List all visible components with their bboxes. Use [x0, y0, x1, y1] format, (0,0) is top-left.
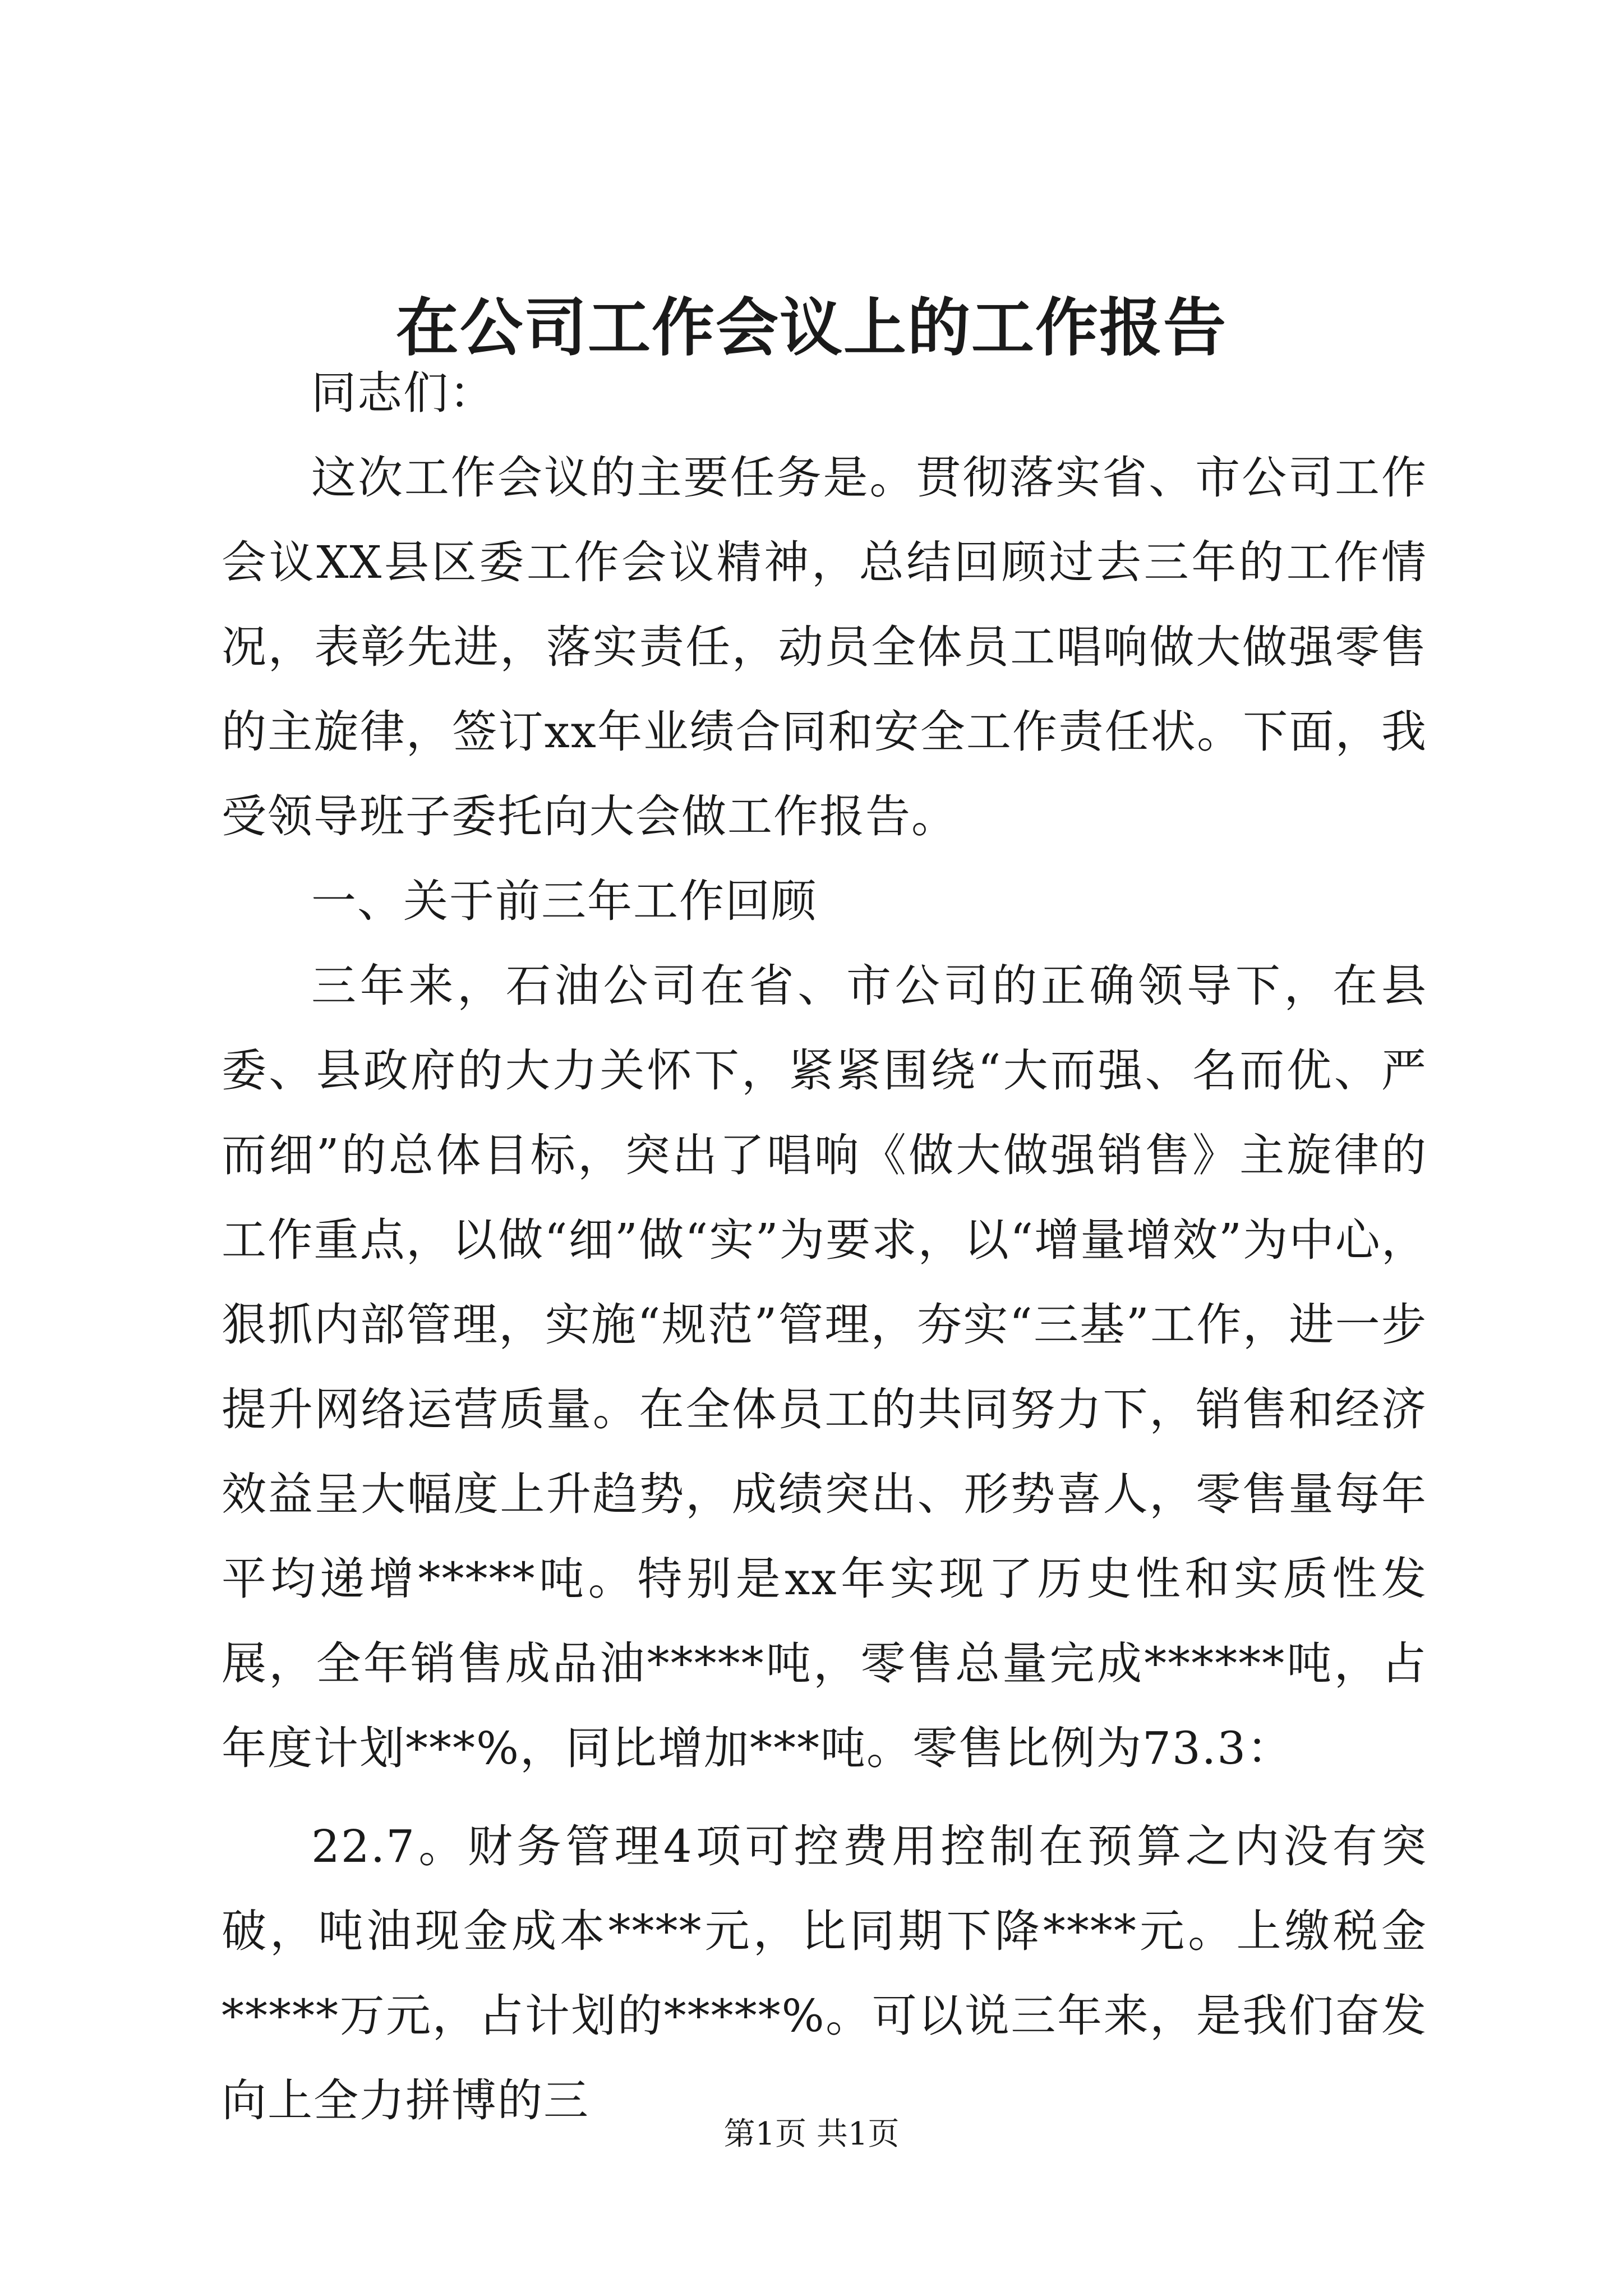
- salutation-paragraph: 同志们：: [311, 367, 495, 419]
- intro-paragraph: 这次工作会议的主要任务是。贯彻落实省、市公司工作会议XX县区委工作会议精神，总结回顾过去三年的工作情况，表彰先进，落实责任，动员全体员工唱响做大做强零售的主旋律，签订xx年业绩合同和安全工作责任状。下面，我受领导班子委托向大会做工作报告。: [222, 452, 1427, 843]
- section-heading: 一、关于前三年工作回顾: [311, 875, 817, 927]
- review-paragraph: 三年来，石油公司在省、市公司的正确领导下，在县委、县政府的大力关怀下，紧紧围绕“大而强、名而优、严而细”的总体目标，突出了唱响《做大做强销售》主旋律的工作重点，以做“细”做“实”为要求，以“增量增效”为中心，狠抓内部管理，实施“规范”管理，夯实“三基”工作，进一步提升网络运营质量。在全体员工的共同努力下，销售和经济效益呈大幅度上升趋势，成绩突出、形势喜人，零售量每年平均递增*****吨。特别是xx年实现了历史性和实质性发展，全年销售成品油*****吨，零售总量完成******吨，占年度计划***%，同比增加***吨。零售比例为73.3：: [222, 960, 1427, 1774]
- page-footer: 第1页 共1页: [723, 2116, 900, 2152]
- finance-paragraph: 22.7。财务管理4项可控费用控制在预算之内没有突破，吨油现金成本****元，比同期下降****元。上缴税金*****万元，占计划的*****%。可以说三年来，是我们奋发向上全力拼博的三: [222, 1820, 1427, 2127]
- document-title: 在公司工作会议上的工作报告: [396, 291, 1227, 365]
- document-body: [222, 351, 1427, 2143]
